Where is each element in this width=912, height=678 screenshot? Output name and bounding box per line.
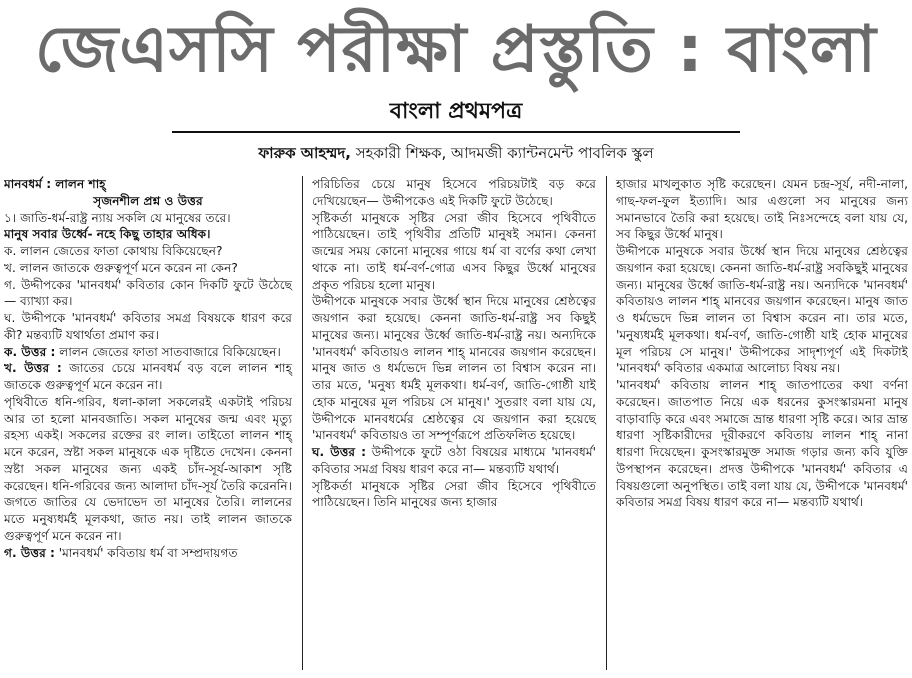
- col3-paragraph-2: উদ্দীপকে মানুষকে সবার উর্ধ্বে স্থান দিয়ে মানুষের শ্রেষ্ঠত্বের জয়গান করা হয়েছে। কেননা জাতি-ধর্ম-রাষ্ট্র সবকিছুই মানুষের জন্য। মানুষের উর্ধ্বে জাতি-ধর্ম-রাষ্ট্র নয়। অন্যদিকে 'মানবধর্ম' কবিতায়ও লালন শাহ্ মানবের জয়গান করেছেন। মানুষ জাত ও ধর্মভেদে ভিন্ন লালন তা বিশ্বাস করেন না। তার মতে, 'মনুষ্যধর্মই মূলকথা। ধর্ম-বর্ণ, জাতি-গোষ্ঠী যাই হোক মানুষের মূল পরিচয় সে মানুষ।' উদ্দীপকের সাদৃশ্যপূর্ণ এই দিকটাই 'মানবধর্ম' কবিতার একমাত্র আলোচ্য বিষয় নয়।: [616, 244, 908, 376]
- headline-rule: [172, 131, 740, 133]
- question-gha: ঘ. উদ্দীপকে 'মানবধর্ম' কবিতার সমগ্র বিষয়কে ধারণ করে কী? মন্তব্যটি যথার্থতা প্রমাণ কর।: [4, 311, 292, 342]
- answer-gha-label: ঘ. উত্তর :: [312, 445, 367, 459]
- col2-paragraph-2: সৃষ্টিকর্তা মানুষকে সৃষ্টির সেরা জীব হিসেবে পৃথিবীতে পাঠিয়েছেন। তাই পৃথিবীর প্রতিটি মানুষই সমান। কেননা জন্মের সময় কোনো মানুষের গায়ে ধর্ম বা বর্ণের কথা লেখা থাকে না। তাই ধর্ম-বর্ণ-গোত্র এসব কিছুর উর্ধ্বে মানুষের প্রকৃত পরিচয় হলো মানুষ।: [312, 210, 596, 292]
- answer-gha-text: উদ্দীপকে ফুটে ওঠা বিষয়ের মাধ্যমে 'মানবধর্ম' কবিতার সমগ্র বিষয় ধারণ করে না— মন্তব্যটি যথার্থ।: [312, 445, 596, 476]
- column-divider-1: [302, 176, 303, 670]
- topic-heading: মানবধর্ম : লালন শাহ্: [4, 177, 106, 191]
- col3-paragraph-3: 'মানবধর্ম' কবিতায় লালন শাহ্ জাতপাতের কথা বর্ণনা করেছেন। জাতপাত নিয়ে এক ধরনের কুসংস্কারমনা মানুষ বাড়াবাড়ি করে এবং সমাজে ভ্রান্ত ধারণা সৃষ্টি করে। আর ভ্রান্ত ধারণা সৃষ্টিকারীদের দূরীকরণে কবিতায় লালন শাহ্ নানা ধারণা দিয়েছেন। কুসংস্কারমুক্ত সমাজ গড়ার জন্য কবি যুক্তি উপস্থাপন করেছেন। প্রদত্ত উদ্দীপকে 'মানবধর্ম' কবিতার এ বিষয়গুলো অনুপস্থিত। তাই বলা যায় যে, উদ্দীপকে 'মানবধর্ম' কবিতার সমগ্র বিষয় ধারণ করে না— মন্তব্যটি যথার্থ।: [616, 378, 908, 510]
- answer-ga-text: 'মানবধর্ম' কবিতায় ধর্ম বা সম্প্রদায়গত: [54, 545, 238, 560]
- answer-ka-label: ক. উত্তর :: [4, 344, 56, 359]
- article-column-3: [610, 176, 908, 672]
- page-headline: জেএসসি পরীক্ষা প্রস্তুতি : বাংলা: [35, 13, 877, 87]
- question-quote: মানুষ সবার উর্ধ্বে- নহে কিছু তাহার অধিক।: [4, 227, 211, 242]
- byline: [0, 140, 912, 166]
- answer-ka: [4, 344, 292, 361]
- author-details: সহকারী শিক্ষক, আদমজী ক্যান্টনমেন্ট পাবলিক স্কুল: [350, 144, 654, 162]
- answer-kha-body: পৃথিবীতে ধনি-গরিব, ধলা-কালা সকলেরই একটাই পরিচয় আর তা হলো মানবজাতি। সকল মানুষের জন্ম এবং মৃত্যু রহস্য একই। সকলের রক্তের রং লাল। তাইতো লালন শাহ্ মনে করেন, স্রষ্টা সকল মানুষকে এক দৃষ্টিতে দেখেন। কেননা স্রষ্টা সকল মানুষের জন্য একই চাঁদ-সূর্য-আকাশ সৃষ্টি করেছেন। ধনি-গরিবের জন্য আলাদা চাঁদ-সূর্য তৈরি করেননি। জগতে জাতির যে ভেদাভেদ তা মানুষের তৈরি। লালনের মতে মনুষ্যধর্মই মূলকথা, জাত নয়। তাই লালন জাতকে গুরুত্বপূর্ণ মনে করেন না।: [4, 394, 292, 543]
- question-ka: ক. লালন জেতের ফাতা কোথায় বিকিয়েছেন?: [4, 244, 223, 258]
- answer-ka-text: লালন জেতের ফাতা সাতবাজারে বিকিয়েছেন।: [55, 344, 281, 359]
- question-intro: ১। জাতি-ধর্ম-রাষ্ট্র ন্যায় সকলি যে মানুষের তরে।: [4, 210, 231, 225]
- answer-kha: [4, 360, 292, 394]
- col3-paragraph-1: হাজার মাখলুকাত সৃষ্টি করেছেন। যেমন চন্দ্র-সূর্য, নদী-নালা, গাছ-ফল-ফুল ইত্যাদি। আর এগুলো সব মানুষের জন্য সমানভাবে তৈরি করা হয়েছে। তাই নিঃসন্দেহে বলা যায় যে, সব কিছুর উর্ধ্বে মানুষ।: [616, 177, 908, 242]
- answer-ga: [4, 545, 292, 562]
- article-column-1: [4, 176, 298, 672]
- answer-kha-label: খ. উত্তর :: [4, 361, 62, 376]
- author-name: ফারুক আহম্মদ,: [258, 144, 351, 162]
- col2-paragraph-1: পরিচিতির চেয়ে মানুষ হিসেবে পরিচয়টাই বড় করে দেখিয়েছেন— উদ্দীপকেও এই দিকটি ফুটে উঠেছে।: [312, 177, 596, 208]
- col2-paragraph-5: সৃষ্টিকর্তা মানুষকে সৃষ্টির সেরা জীব হিসেবে পৃথিবীতে পাঠিয়েছেন। তিনি মানুষের জন্য হাজার: [312, 478, 596, 510]
- column-divider-2: [606, 176, 607, 670]
- section-title: সৃজনশীল প্রশ্ন ও উত্তর: [93, 193, 203, 208]
- answer-kha-text: জাতের চেয়ে মানবধর্ম বড় বলে লালন শাহ্ জাতকে গুরুত্বপূর্ণ মনে করেন না।: [4, 361, 292, 392]
- col2-paragraph-3: উদ্দীপকে মানুষকে সবার উর্ধ্বে স্থান দিয়ে মানুষের শ্রেষ্ঠত্বের জয়গান করা হয়েছে। কেননা জাতি-ধর্ম-রাষ্ট্র সব কিছুই মানুষের জন্য। মানুষের উর্ধ্বে জাতি-ধর্ম-রাষ্ট্র নয়। অন্যদিকে 'মানবধর্ম' কবিতায়ও লালন শাহ্ মানবের জয়গান করেছেন। মানুষ জাত ও ধর্মভেদে ভিন্ন লালন তা বিশ্বাস করেন না। তার মতে, 'মনুষ্য ধর্মই মূলকথা। ধর্ম-বর্ণ, জাতি-গোষ্ঠী যাই হোক মানুষের মূল পরিচয় সে মানুষ।' সুতরাং বলা যায় যে, উদ্দীপকে মানবধর্মের শ্রেষ্ঠত্বের যে জয়গান করা হয়েছে 'মানবধর্ম' কবিতায়ও তা সম্পূর্ণরূপে প্রতিফলিত হয়েছে।: [312, 294, 596, 443]
- article-column-2: [304, 176, 604, 672]
- question-ga: গ. উদ্দীপকের 'মানবধর্ম' কবিতার কোন দিকটি ফুটে উঠেছে— ব্যাখ্যা কর।: [4, 277, 292, 309]
- question-kha: খ. লালন জাতকে গুরুত্বপূর্ণ মনে করেন না কেন?: [4, 260, 238, 275]
- answer-ga-label: গ. উত্তর :: [4, 545, 55, 560]
- answer-gha: [312, 444, 596, 478]
- page-subheading: বাংলা প্রথমপত্র: [389, 99, 523, 124]
